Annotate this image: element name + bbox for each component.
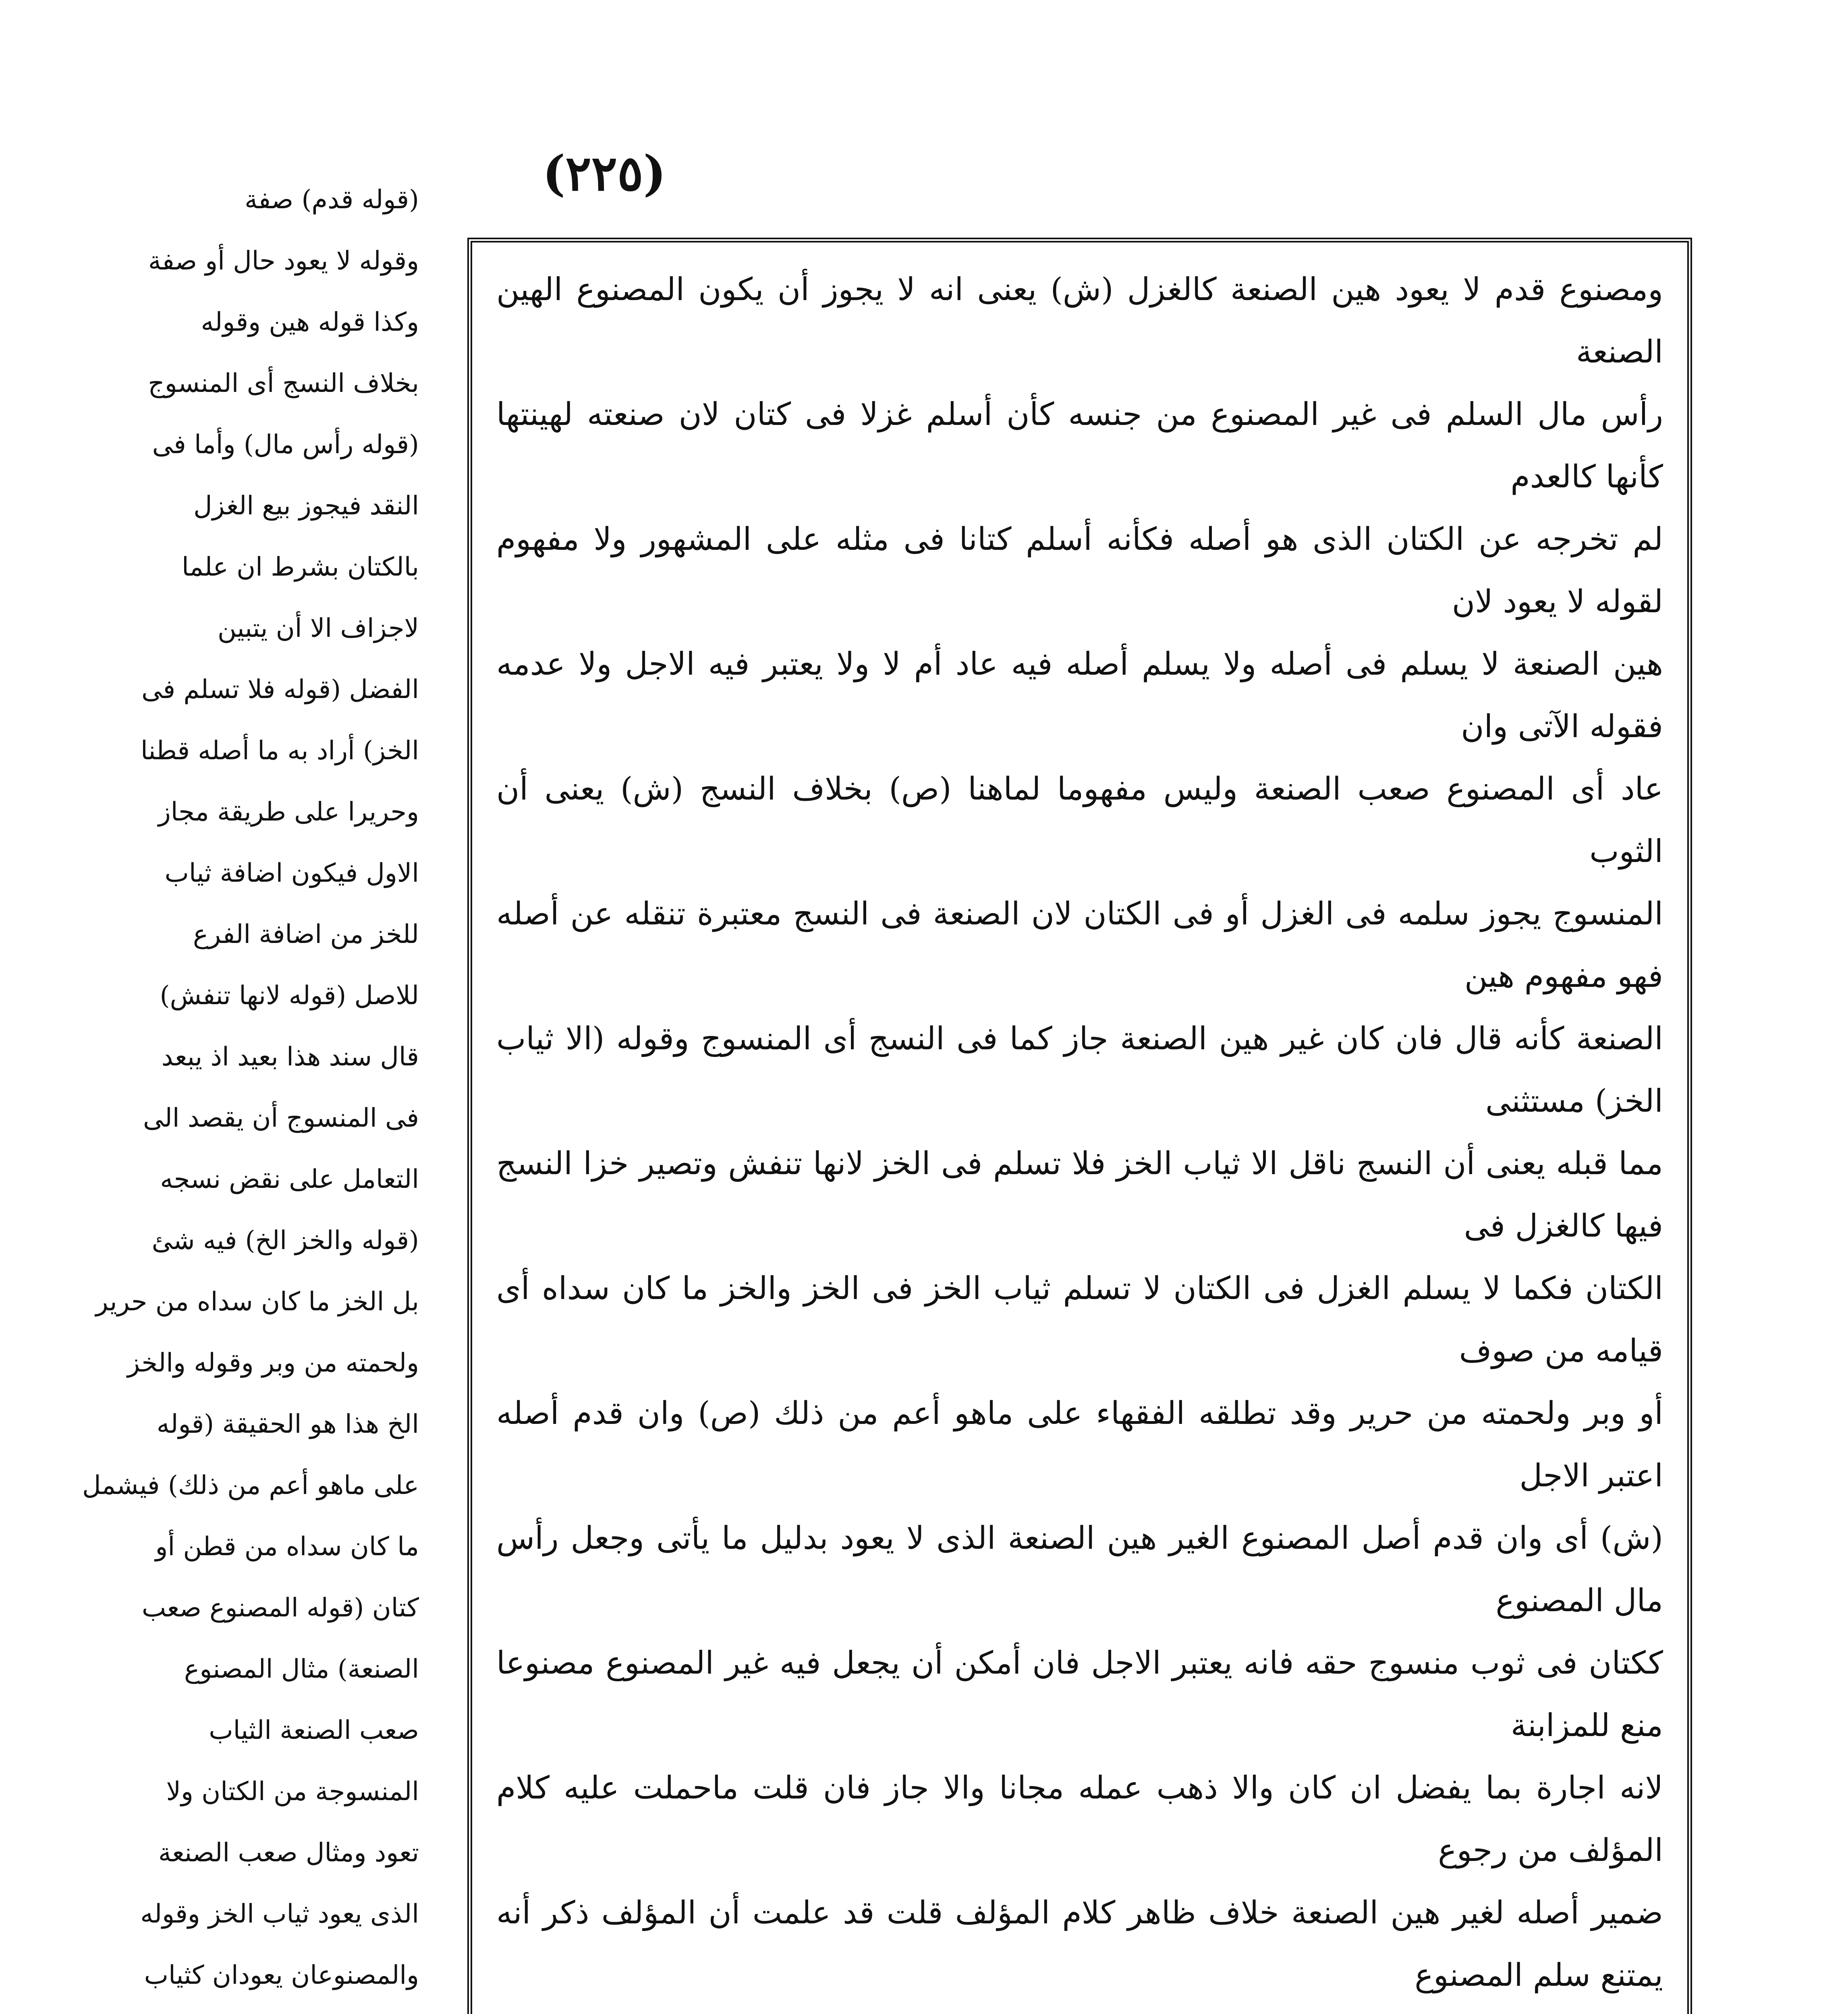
margin-line: صعب الصنعة الثياب — [209, 1716, 419, 1745]
margin-line: وقوله لا يعود حال أو صفة — [148, 246, 419, 276]
main-text-line: ومصنوع قدم لا يعود هين الصنعة كالغزل (ش) يعنى انه لا يجوز أن يكون المصنوع الهين الصنعة — [496, 271, 1663, 370]
margin-line: بل الخز ما كان سداه من حرير — [95, 1287, 419, 1317]
margin-line: للاصل (قوله لانها تنفش) — [160, 981, 419, 1011]
main-text-line: أو وبر ولحمته من حرير وقد تطلقه الفقهاء على ماهو أعم من ذلك (ص) وان قدم أصله اعتبر الاجل — [496, 1395, 1663, 1494]
margin-line: (قوله قدم) صفة — [245, 185, 419, 215]
margin-line: لاجزاف الا أن يتبين — [217, 613, 419, 643]
page-number: (٢٢٥) — [542, 145, 666, 202]
main-text-line — [496, 2007, 1663, 2014]
margin-line: فى المنسوج أن يقصد الى — [143, 1103, 419, 1133]
margin-line: الفضل (قوله فلا تسلم فى — [141, 675, 419, 704]
margin-line: الخز) أراد به ما أصله قطنا — [141, 736, 419, 766]
margin-line: الاول فيكون اضافة ثياب — [164, 858, 419, 888]
main-text-frame — [467, 238, 1692, 2014]
main-text-line: ككتان فى ثوب منسوج حقه فانه يعتبر الاجل فان أمكن أن يجعل فيه غير المصنوع مصنوعا منع للمزابنة — [496, 1645, 1663, 1744]
main-text-line: الكتان فكما لا يسلم الغزل فى الكتان لا تسلم ثياب الخز فى الخز والخز ما كان سداه أى قيامه من صوف — [496, 1270, 1663, 1369]
main-text-line: الصنعة كأنه قال فان كان غير هين الصنعة جاز كما فى النسج أى المنسوج وقوله (الا ثياب الخز) مستثنى — [496, 1021, 1663, 1119]
margin-line: وكذا قوله هين وقوله — [201, 307, 419, 337]
margin-line: النقد فيجوز بيع الغزل — [193, 491, 419, 521]
margin-line: المنسوجة من الكتان ولا — [166, 1777, 419, 1807]
main-text-line: المنسوج يجوز سلمه فى الغزل أو فى الكتان لان الصنعة فى النسج معتبرة تنقله عن أصله فهو مفهوم هين — [496, 896, 1663, 995]
main-text-line: لم تخرجه عن الكتان الذى هو أصله فكأنه أسلم كتانا فى مثله على المشهور ولا مفهوم لقوله لا يعود لان — [496, 521, 1663, 620]
main-text-body — [496, 259, 1663, 2014]
main-text-line: رأس مال السلم فى غير المصنوع من جنسه كأن أسلم غزلا فى كتان لان صنعته لهينتها كأنها كالعدم — [496, 396, 1663, 495]
margin-line: للخز من اضافة الفرع — [193, 920, 419, 949]
margin-line: الذى يعود ثياب الخز وقوله — [140, 1899, 419, 1929]
margin-line: الصنعة) مثال المصنوع — [184, 1654, 419, 1684]
margin-line: (قوله والخز الخ) فيه شئ — [151, 1226, 419, 1256]
margin-line — [73, 2006, 419, 2014]
margin-line: بخلاف النسج أى المنسوج — [148, 369, 419, 398]
margin-line: الخ هذا هو الحقيقة (قوله — [156, 1409, 419, 1439]
margin-commentary — [73, 169, 419, 2014]
margin-line: قال سند هذا بعيد اذ يبعد — [161, 1042, 419, 1072]
main-text-line: (ش) أى وان قدم أصل المصنوع الغير هين الصنعة الذى لا يعود بدليل ما يأتى وجعل رأس مال المصنوع — [496, 1520, 1663, 1619]
margin-line: كتان (قوله المصنوع صعب — [141, 1593, 419, 1623]
margin-line: ولحمته من وبر وقوله والخز — [127, 1348, 419, 1378]
margin-line: ما كان سداه من قطن أو — [155, 1532, 419, 1562]
main-text-line: عاد أى المصنوع صعب الصنعة وليس مفهوما لماهنا (ص) بخلاف النسج (ش) يعنى أن الثوب — [496, 771, 1663, 870]
margin-line: (قوله رأس مال) وأما فى — [152, 430, 419, 460]
main-text-line: هين الصنعة لا يسلم فى أصله ولا يسلم أصله فيه عاد أم لا ولا يعتبر فيه الاجل ولا عدمه فقوله الآتى وان — [496, 646, 1663, 745]
margin-line: والمصنوعان يعودان كثياب — [144, 1960, 419, 1990]
main-text-line: مما قبله يعنى أن النسج ناقل الا ثياب الخز فلا تسلم فى الخز لانها تنفش وتصير خزا النسج فيها كالغزل فى — [496, 1146, 1663, 1244]
margin-line: بالكتان بشرط ان علما — [181, 552, 419, 582]
margin-line: التعامل على نقض نسجه — [160, 1164, 419, 1194]
main-text-line: ضمير أصله لغير هين الصنعة خلاف ظاهر كلام المؤلف قلت قد علمت أن المؤلف ذكر أنه يمتنع سلم المصنوع — [496, 1895, 1663, 1993]
margin-line: تعود ومثال صعب الصنعة — [158, 1838, 419, 1868]
main-text-line: لانه اجارة بما يفضل ان كان والا ذهب عمله مجانا والا جاز فان قلت ماحملت عليه كلام المؤلف من رجوع — [496, 1770, 1663, 1869]
margin-line: على ماهو أعم من ذلك) فيشمل — [82, 1471, 419, 1500]
margin-line: وحريرا على طريقة مجاز — [158, 797, 419, 827]
